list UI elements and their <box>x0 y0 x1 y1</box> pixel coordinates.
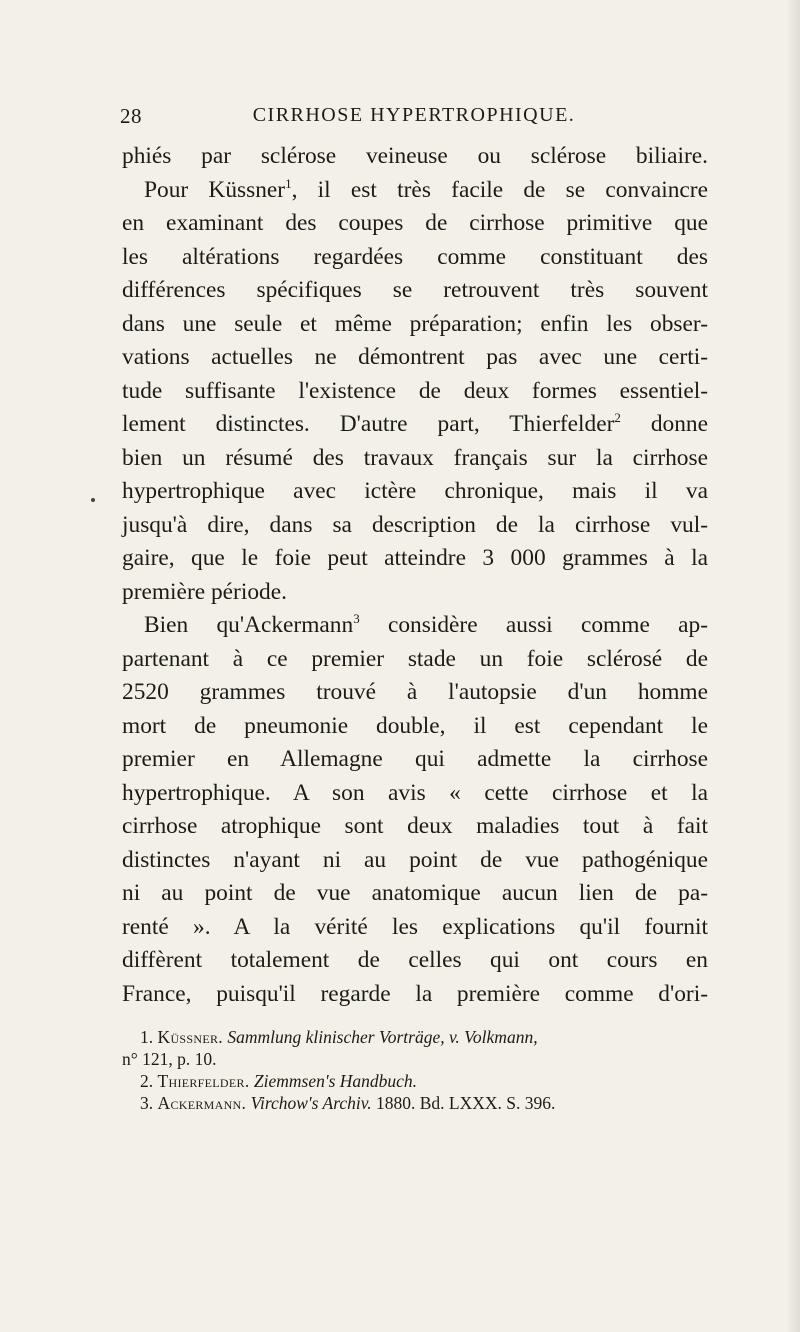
text-line: différences spécifiques se retrouvent très souvent <box>122 277 708 303</box>
text-line: gaire, que le foie peut atteindre 3 000 grammes à la <box>122 545 708 571</box>
page-header <box>120 104 708 136</box>
text-line: bien un résumé des travaux français sur la cirrhose <box>122 444 708 471</box>
text-line: vations actuelles ne démontrent pas avec une certi- <box>122 344 708 370</box>
text-line: renté ». A la vérité les explications qu'il fournit <box>122 913 708 940</box>
footnote-ref: 2 <box>614 410 621 426</box>
text-line: mort de pneumonie double, il est cependant le <box>122 712 708 739</box>
text-line: ni au point de vue anatomique aucun lien de pa- <box>122 880 708 906</box>
text-line: France, puisqu'il regarde la première comme d'ori- <box>122 980 708 1007</box>
footnote-continuation: n° 121, p. 10. <box>122 1049 217 1069</box>
text-line: hypertrophique. A son avis « cette cirrhose et la <box>122 779 708 806</box>
text-line: en examinant des coupes de cirrhose primitive que <box>122 210 708 236</box>
text-line: 2520 grammes trouvé à l'autopsie d'un homme <box>122 679 708 705</box>
text-line: diffèrent totalement de celles qui ont cours en <box>122 947 708 973</box>
text-line: distinctes n'ayant ni au point de vue pathogénique <box>122 846 708 873</box>
footnote: 2. Thierfelder. Ziemmsen's Handbuch. <box>140 1071 418 1091</box>
text-line: première période. <box>122 578 287 605</box>
footnote-ref: 3 <box>353 611 360 627</box>
text-line: premier en Allemagne qui admette la cirrhose <box>122 746 708 772</box>
running-title: CIRRHOSE HYPERTROPHIQUE. <box>252 104 576 126</box>
body-text <box>122 140 708 1011</box>
text-line: Bien qu'Ackermann$^3$ considère aussi comme ap- <box>144 611 708 638</box>
text-line: jusqu'à dire, dans sa description de la cirrhose vul- <box>122 511 708 538</box>
text-line: cirrhose atrophique sont deux maladies tout à fait <box>122 813 708 839</box>
footnote: 1. Küssner. Sammlung klinischer Vorträge, v. Volkmann, <box>140 1027 538 1047</box>
text-line: partenant à ce premier stade un foie sclérosé de <box>122 645 708 672</box>
text-line: hypertrophique avec ictère chronique, mais il va <box>122 478 708 504</box>
text-line: tude suffisante l'existence de deux formes essentiel- <box>122 377 708 404</box>
footnote: 3. Ackermann. Virchow's Archiv. 1880. Bd. LXXX. S. 396. <box>140 1093 556 1113</box>
text-line: lement distinctes. D'autre part, Thierfelder$^2$ donne <box>122 410 708 437</box>
footnotes <box>122 1026 722 1114</box>
text-line: Pour Küssner$^1$, il est très facile de se convaincre <box>144 175 708 203</box>
page-number: 28 <box>120 104 142 128</box>
text-line: phiés par sclérose veineuse ou sclérose biliaire. <box>122 143 708 169</box>
footnote-ref: 1 <box>285 175 292 191</box>
text-line: dans une seule et même préparation; enfin les obser- <box>122 310 708 337</box>
text-line: les altérations regardées comme constituant des <box>122 243 708 270</box>
margin-mark <box>91 498 95 502</box>
page-edge-shadow <box>786 0 800 1332</box>
